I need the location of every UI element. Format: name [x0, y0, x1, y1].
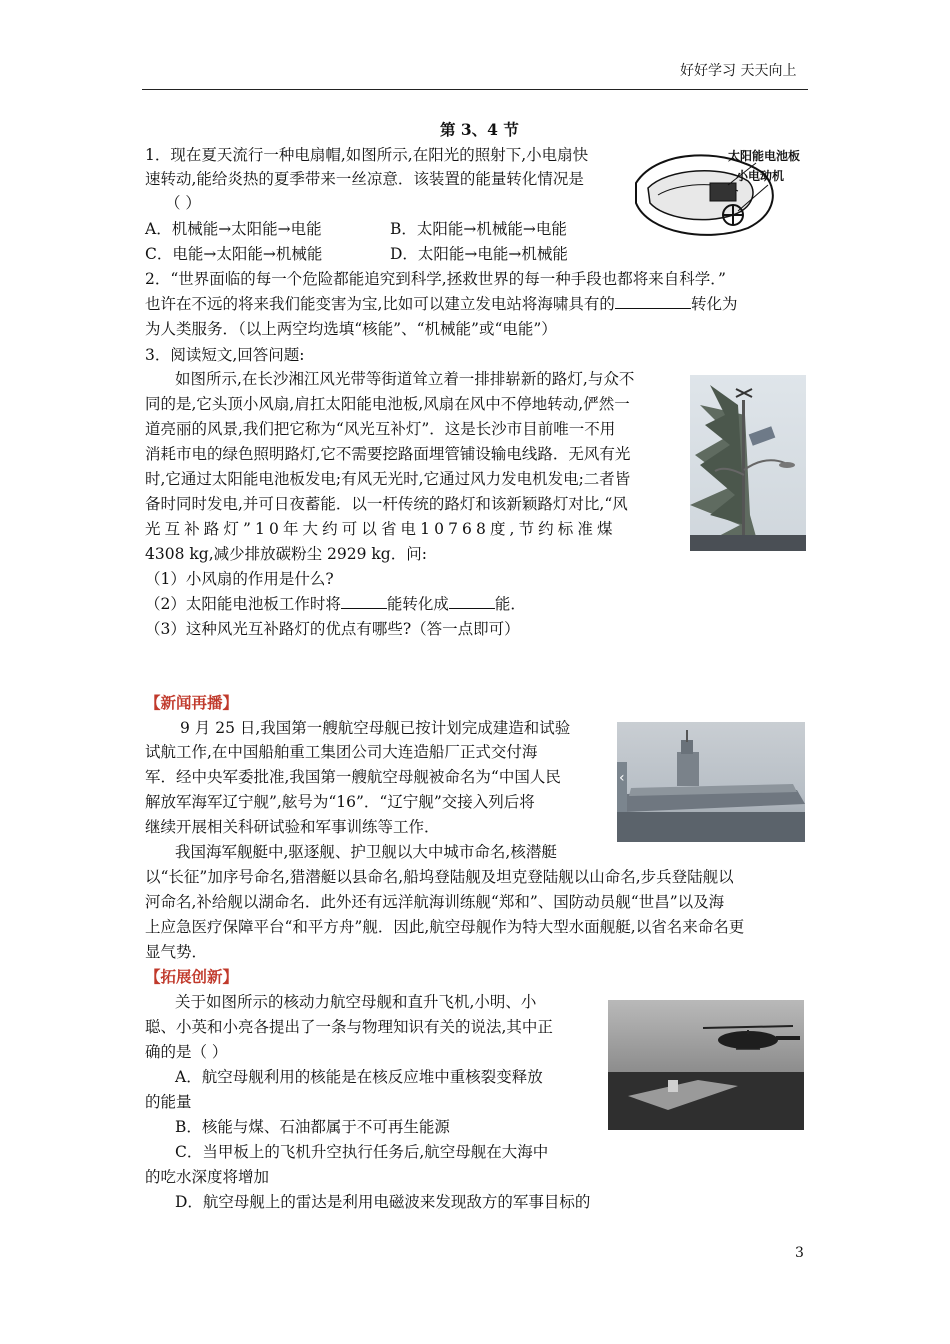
header-motto: 好好学习 天天向上 [680, 63, 797, 79]
q1-line-1: 1．现在夏天流行一种电扇帽,如图所示,在阳光的照射下,小电扇快 [145, 146, 589, 164]
page-number: 3 [795, 1245, 804, 1261]
news-p2-line-1: 我国海军舰艇中,驱逐舰、护卫舰以大中城市命名,核潜艇 [175, 843, 557, 861]
news-p2-line-3: 河命名,补给舰以湖命名．此外还有远洋航海训练舰“郑和”、国防动员舰“世昌”以及海 [145, 893, 725, 911]
q3-sub-2-a: （2）太阳能电池板工作时将 [145, 595, 341, 613]
q2-line-2-before: 也许在不远的将来我们能变害为宝,比如可以建立发电站将海啸具有的 [145, 295, 615, 313]
q1-option-d: D．太阳能→电能→机械能 [390, 245, 568, 263]
q1-option-b: B．太阳能→机械能→电能 [390, 220, 567, 238]
q2-answer-blank[interactable] [615, 293, 691, 309]
fan-hat-figure [628, 143, 808, 243]
q3-passage-2: 同的是,它头顶小风扇,肩扛太阳能电池板,风扇在风中不停地转动,俨然一 [145, 395, 630, 413]
q3-sub-2-b: 能转化成 [386, 595, 449, 613]
q3-blank-2[interactable] [449, 593, 495, 609]
news-p2-line-4: 上应急医疗保障平台“和平方舟”舰．因此,航空母舰作为特大型水面舰艇,以省名来命名更 [145, 918, 745, 936]
q2-line-1: 2．“世界面临的每一个危险都能追究到科学,拯救世界的每一种手段也都将来自科学．” [145, 270, 726, 288]
header-rule [142, 89, 808, 90]
q3-intro: 3．阅读短文,回答问题: [145, 346, 305, 364]
news-heading: 【新闻再播】 [145, 693, 239, 712]
news-p1-line-5: 继续开展相关科研试验和军事训练等工作． [145, 818, 440, 836]
q2-line-2 [145, 293, 737, 315]
q3-blank-1[interactable] [341, 593, 387, 609]
q1-line-3: （ ） [165, 194, 201, 212]
q3-passage-4: 消耗市电的绿色照明路灯,它不需要挖路面埋管铺设输电线路．无风有光 [145, 445, 631, 463]
q2-line-3: 为人类服务．（以上两空均选填“核能”、“机械能”或“电能”） [145, 320, 557, 338]
expand-option-d: D．航空母舰上的雷达是利用电磁波来发现敌方的军事目标的 [175, 1193, 591, 1211]
news-p2-line-2: 以“长征”加序号命名,猎潜艇以县命名,船坞登陆舰及坦克登陆舰以山命名,步兵登陆舰以 [145, 868, 734, 886]
q1-line-2: 速转动,能给炎热的夏季带来一丝凉意．该装置的能量转化情况是 [145, 170, 584, 188]
q3-passage-1: 如图所示,在长沙湘江风光带等街道耸立着一排排崭新的路灯,与众不 [175, 370, 635, 388]
q1-option-a: A．机械能→太阳能→电能 [145, 220, 322, 238]
expand-stem-2: 聪、小英和小亮各提出了一条与物理知识有关的说法,其中正 [145, 1018, 553, 1036]
q3-sub-2 [145, 593, 526, 615]
news-p1-line-3: 军．经中央军委批准,我国第一艘航空母舰被命名为“中国人民 [145, 768, 561, 786]
q3-sub-1: （1）小风扇的作用是什么? [145, 570, 334, 588]
q3-passage-5: 时,它通过太阳能电池板发电;有风无光时,它通过风力发电机发电;二者皆 [145, 470, 631, 488]
q3-sub-3: （3）这种风光互补路灯的优点有哪些?（答一点即可） [145, 620, 520, 638]
q3-sub-2-c: 能． [494, 595, 526, 613]
q1-option-c: C．电能→太阳能→机械能 [145, 245, 323, 263]
expand-option-c-2: 的吃水深度将增加 [145, 1168, 270, 1186]
expand-option-b: B．核能与煤、石油都属于不可再生能源 [175, 1118, 450, 1136]
fan-hat-label-motor: 小电动机 [736, 169, 785, 183]
expand-option-a-2: 的能量 [145, 1093, 192, 1111]
expand-stem-1: 关于如图所示的核动力航空母舰和直升飞机,小明、小 [175, 993, 537, 1011]
svg-text:‹: ‹ [619, 770, 625, 786]
carrier-helicopter-photo [608, 1000, 804, 1130]
q3-passage-8: 4308 kg,减少排放碳粉尘 2929 kg．问: [145, 545, 427, 563]
aircraft-carrier-photo [617, 722, 805, 842]
news-p1-line-2: 试航工作,在中国船舶重工集团公司大连造船厂正式交付海 [145, 743, 538, 761]
street-light-photo [690, 375, 806, 551]
expand-heading: 【拓展创新】 [145, 967, 239, 986]
q3-passage-7: 光互补路灯”10年大约可以省电10768度,节约标准煤 [145, 520, 617, 538]
news-p2-line-5: 显气势． [145, 943, 208, 961]
expand-option-a-1: A．航空母舰利用的核能是在核反应堆中重核裂变释放 [175, 1068, 543, 1086]
expand-option-c-1: C．当甲板上的飞机升空执行任务后,航空母舰在大海中 [175, 1143, 549, 1161]
q3-passage-3: 道亮丽的风景,我们把它称为“风光互补灯”．这是长沙市目前唯一不用 [145, 420, 616, 438]
expand-stem-3: 确的是（ ） [145, 1043, 228, 1061]
news-p1-line-1: 9 月 25 日,我国第一艘航空母舰已按计划完成建造和试验 [180, 719, 571, 737]
q3-passage-6: 备时同时发电,并可日夜蓄能．以一杆传统的路灯和该新颖路灯对比,“风 [145, 495, 628, 513]
news-p1-line-4: 解放军海军辽宁舰”,舷号为“16”．“辽宁舰”交接入列后将 [145, 793, 535, 811]
section-title: 第 3、4 节 [440, 120, 519, 139]
q2-line-2-after: 转化为 [690, 295, 738, 313]
fan-hat-label-panel: 太阳能电池板 [728, 149, 801, 163]
